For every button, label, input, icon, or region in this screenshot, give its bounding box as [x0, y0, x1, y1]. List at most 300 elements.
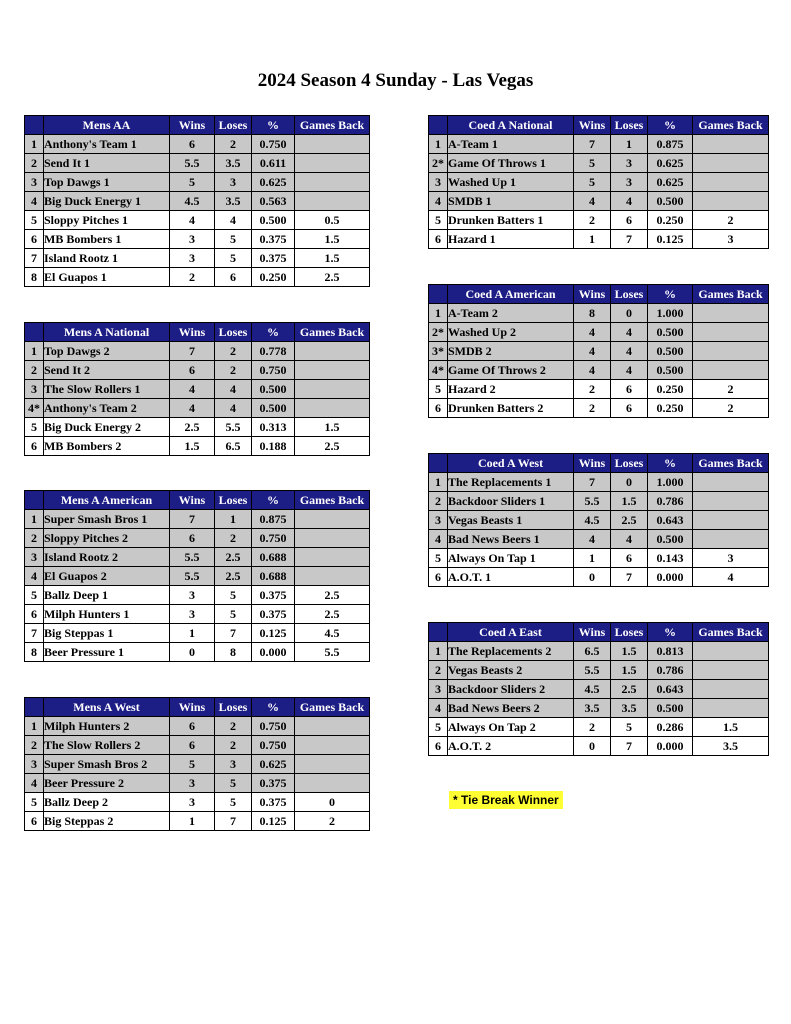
games-back-cell: [693, 680, 769, 699]
pct-cell: 0.375: [252, 774, 295, 793]
games-back-cell: 3.5: [693, 737, 769, 756]
loses-cell: 0: [611, 304, 648, 323]
team-name-cell: The Slow Rollers 2: [44, 736, 170, 755]
games-back-cell: [295, 510, 370, 529]
division-name: Mens A American: [44, 491, 170, 510]
table-row: [25, 605, 370, 624]
loses-cell: 4: [215, 211, 252, 230]
wins-cell: 3: [170, 605, 215, 624]
table-row: [429, 642, 769, 661]
rank-cell: 3: [25, 548, 44, 567]
table-row: [429, 323, 769, 342]
wins-cell: 3: [170, 230, 215, 249]
pct-cell: 0.688: [252, 567, 295, 586]
pct-cell: 0.500: [648, 323, 693, 342]
table-row: [25, 361, 370, 380]
wins-cell: 0: [574, 737, 611, 756]
table-row: [25, 380, 370, 399]
standings-table: [24, 322, 370, 456]
wins-cell: 5.5: [170, 567, 215, 586]
table-row: [429, 699, 769, 718]
loses-cell: 3: [215, 755, 252, 774]
loses-cell: 2: [215, 717, 252, 736]
team-name-cell: The Replacements 2: [448, 642, 574, 661]
table-row: [25, 268, 370, 287]
team-name-cell: Washed Up 2: [448, 323, 574, 342]
loses-cell: 2: [215, 736, 252, 755]
team-name-cell: Top Dawgs 1: [44, 173, 170, 192]
column-header: Loses: [215, 116, 252, 135]
loses-cell: 2.5: [215, 548, 252, 567]
column-header: %: [648, 623, 693, 642]
rank-cell: 4: [429, 530, 448, 549]
column-header: %: [648, 454, 693, 473]
division-name: Coed A National: [448, 116, 574, 135]
loses-cell: 1.5: [611, 492, 648, 511]
loses-cell: 5: [215, 605, 252, 624]
wins-cell: 3: [170, 249, 215, 268]
column-header: Wins: [170, 116, 215, 135]
loses-cell: 5.5: [215, 418, 252, 437]
rank-cell: 1: [25, 135, 44, 154]
team-name-cell: Game Of Throws 2: [448, 361, 574, 380]
division-name: Mens AA: [44, 116, 170, 135]
games-back-cell: [295, 342, 370, 361]
table-row: [429, 661, 769, 680]
rank-cell: 2: [429, 492, 448, 511]
wins-cell: 4: [574, 361, 611, 380]
pct-cell: 0.500: [648, 699, 693, 718]
team-name-cell: Sloppy Pitches 1: [44, 211, 170, 230]
games-back-cell: [295, 173, 370, 192]
table-row: [429, 304, 769, 323]
loses-cell: 8: [215, 643, 252, 662]
rank-cell: 5: [429, 380, 448, 399]
table-row: [25, 418, 370, 437]
rank-cell: 6: [429, 568, 448, 587]
loses-cell: 2: [215, 135, 252, 154]
rank-cell: 2: [25, 154, 44, 173]
rank-cell: 5: [25, 586, 44, 605]
rank-cell: 6: [429, 737, 448, 756]
wins-cell: 5.5: [170, 548, 215, 567]
table-row: [25, 529, 370, 548]
team-name-cell: Island Rootz 1: [44, 249, 170, 268]
pct-cell: 0.000: [648, 737, 693, 756]
rank-cell: 7: [25, 624, 44, 643]
team-name-cell: Milph Hunters 2: [44, 717, 170, 736]
pct-cell: 0.778: [252, 342, 295, 361]
standings-table: [24, 115, 370, 287]
games-back-cell: [693, 342, 769, 361]
pct-cell: 0.786: [648, 492, 693, 511]
games-back-cell: [295, 529, 370, 548]
wins-cell: 3.5: [574, 699, 611, 718]
pct-cell: 0.750: [252, 736, 295, 755]
games-back-cell: 2: [295, 812, 370, 831]
rank-cell: 6: [429, 399, 448, 418]
team-name-cell: Beer Pressure 1: [44, 643, 170, 662]
loses-cell: 3: [215, 173, 252, 192]
column-header: Games Back: [295, 116, 370, 135]
standings-table: [428, 622, 769, 756]
pct-cell: 0.500: [252, 211, 295, 230]
column-header: Games Back: [295, 491, 370, 510]
header-corner: [429, 116, 448, 135]
table-row: [25, 135, 370, 154]
wins-cell: 6: [170, 736, 215, 755]
loses-cell: 6: [611, 399, 648, 418]
wins-cell: 5: [170, 173, 215, 192]
standings-table: [428, 115, 769, 249]
loses-cell: 5: [215, 774, 252, 793]
rank-cell: 4: [429, 699, 448, 718]
table-row: [25, 793, 370, 812]
wins-cell: 3: [170, 774, 215, 793]
wins-cell: 1: [170, 812, 215, 831]
table-row: [429, 549, 769, 568]
table-header-row: [25, 698, 370, 717]
games-back-cell: 1.5: [693, 718, 769, 737]
games-back-cell: [693, 511, 769, 530]
column-header: %: [648, 285, 693, 304]
team-name-cell: Big Steppas 2: [44, 812, 170, 831]
team-name-cell: Super Smash Bros 1: [44, 510, 170, 529]
wins-cell: 4: [574, 323, 611, 342]
loses-cell: 1.5: [611, 661, 648, 680]
pct-cell: 0.250: [648, 380, 693, 399]
division-name: Coed A West: [448, 454, 574, 473]
wins-cell: 4: [170, 380, 215, 399]
column-header: Loses: [215, 491, 252, 510]
table-header-row: [429, 454, 769, 473]
team-name-cell: Sloppy Pitches 2: [44, 529, 170, 548]
games-back-cell: [295, 192, 370, 211]
loses-cell: 1: [611, 135, 648, 154]
games-back-cell: 2: [693, 380, 769, 399]
rank-cell: 2: [25, 736, 44, 755]
pct-cell: 0.813: [648, 642, 693, 661]
loses-cell: 2.5: [611, 680, 648, 699]
team-name-cell: SMDB 2: [448, 342, 574, 361]
wins-cell: 1: [574, 549, 611, 568]
standings-table: [428, 453, 769, 587]
team-name-cell: El Guapos 1: [44, 268, 170, 287]
column-header: Loses: [611, 285, 648, 304]
games-back-cell: [295, 399, 370, 418]
loses-cell: 7: [611, 737, 648, 756]
team-name-cell: Game Of Throws 1: [448, 154, 574, 173]
loses-cell: 2: [215, 342, 252, 361]
table-row: [25, 755, 370, 774]
loses-cell: 7: [215, 624, 252, 643]
pct-cell: 0.375: [252, 793, 295, 812]
table-header-row: [25, 323, 370, 342]
header-corner: [25, 116, 44, 135]
team-name-cell: Beer Pressure 2: [44, 774, 170, 793]
column-header: %: [252, 698, 295, 717]
wins-cell: 4: [170, 211, 215, 230]
rank-cell: 3: [25, 755, 44, 774]
table-row: [429, 173, 769, 192]
rank-cell: 1: [429, 135, 448, 154]
pct-cell: 0.375: [252, 605, 295, 624]
table-row: [429, 211, 769, 230]
table-row: [429, 718, 769, 737]
table-row: [25, 736, 370, 755]
wins-cell: 5.5: [574, 661, 611, 680]
column-header: Games Back: [693, 285, 769, 304]
rank-cell: 7: [25, 249, 44, 268]
table-row: [25, 624, 370, 643]
pct-cell: 0.375: [252, 586, 295, 605]
loses-cell: 4: [611, 192, 648, 211]
rank-cell: 4*: [25, 399, 44, 418]
table-row: [25, 399, 370, 418]
wins-cell: 5.5: [574, 492, 611, 511]
team-name-cell: SMDB 1: [448, 192, 574, 211]
rank-cell: 8: [25, 268, 44, 287]
table-row: [25, 154, 370, 173]
column-header: Wins: [574, 623, 611, 642]
team-name-cell: Hazard 1: [448, 230, 574, 249]
games-back-cell: 4: [693, 568, 769, 587]
table-row: [429, 380, 769, 399]
wins-cell: 2: [574, 718, 611, 737]
pct-cell: 0.500: [252, 380, 295, 399]
header-corner: [25, 698, 44, 717]
team-name-cell: Drunken Batters 2: [448, 399, 574, 418]
games-back-cell: 2.5: [295, 586, 370, 605]
rank-cell: 6: [25, 605, 44, 624]
loses-cell: 5: [215, 586, 252, 605]
games-back-cell: [693, 135, 769, 154]
loses-cell: 4: [611, 361, 648, 380]
wins-cell: 5: [574, 154, 611, 173]
table-header-row: [429, 116, 769, 135]
games-back-cell: 3: [693, 549, 769, 568]
pct-cell: 1.000: [648, 304, 693, 323]
games-back-cell: 2.5: [295, 268, 370, 287]
loses-cell: 6: [611, 549, 648, 568]
rank-cell: 6: [25, 812, 44, 831]
games-back-cell: 2.5: [295, 437, 370, 456]
table-row: [25, 342, 370, 361]
table-row: [25, 643, 370, 662]
wins-cell: 4: [574, 192, 611, 211]
table-row: [25, 567, 370, 586]
table-row: [25, 586, 370, 605]
column-header: Loses: [611, 623, 648, 642]
rank-cell: 4*: [429, 361, 448, 380]
team-name-cell: Vegas Beasts 2: [448, 661, 574, 680]
loses-cell: 6: [611, 211, 648, 230]
division-name: Coed A American: [448, 285, 574, 304]
wins-cell: 2: [170, 268, 215, 287]
rank-cell: 4: [25, 774, 44, 793]
table-row: [429, 737, 769, 756]
team-name-cell: Milph Hunters 1: [44, 605, 170, 624]
pct-cell: 0.625: [252, 755, 295, 774]
loses-cell: 7: [611, 568, 648, 587]
pct-cell: 0.286: [648, 718, 693, 737]
team-name-cell: Ballz Deep 1: [44, 586, 170, 605]
column-header: %: [252, 116, 295, 135]
pct-cell: 0.000: [648, 568, 693, 587]
pct-cell: 0.875: [648, 135, 693, 154]
pct-cell: 0.500: [648, 361, 693, 380]
pct-cell: 0.750: [252, 361, 295, 380]
table-row: [429, 511, 769, 530]
column-header: %: [252, 491, 295, 510]
standings-table: [24, 490, 370, 662]
games-back-cell: [295, 567, 370, 586]
pct-cell: 0.250: [648, 211, 693, 230]
rank-cell: 3*: [429, 342, 448, 361]
rank-cell: 5: [25, 211, 44, 230]
games-back-cell: 2: [693, 399, 769, 418]
rank-cell: 4: [25, 567, 44, 586]
page-title: 2024 Season 4 Sunday - Las Vegas: [257, 70, 534, 91]
wins-cell: 2.5: [170, 418, 215, 437]
pct-cell: 0.250: [252, 268, 295, 287]
games-back-cell: [295, 380, 370, 399]
rank-cell: 5: [429, 549, 448, 568]
pct-cell: 0.250: [648, 399, 693, 418]
team-name-cell: Bad News Beers 2: [448, 699, 574, 718]
wins-cell: 7: [574, 135, 611, 154]
rank-cell: 5: [25, 793, 44, 812]
wins-cell: 6: [170, 135, 215, 154]
wins-cell: 6: [170, 361, 215, 380]
table-row: [25, 230, 370, 249]
loses-cell: 4: [611, 530, 648, 549]
division-name: Mens A National: [44, 323, 170, 342]
games-back-cell: [693, 361, 769, 380]
table-row: [429, 530, 769, 549]
rank-cell: 5: [25, 418, 44, 437]
games-back-cell: 1.5: [295, 418, 370, 437]
games-back-cell: [295, 717, 370, 736]
wins-cell: 0: [574, 568, 611, 587]
rank-cell: 5: [429, 718, 448, 737]
column-header: Loses: [215, 323, 252, 342]
loses-cell: 0: [611, 473, 648, 492]
column-header: Wins: [574, 116, 611, 135]
pct-cell: 0.625: [252, 173, 295, 192]
games-back-cell: [693, 492, 769, 511]
team-name-cell: The Slow Rollers 1: [44, 380, 170, 399]
team-name-cell: Drunken Batters 1: [448, 211, 574, 230]
games-back-cell: 3: [693, 230, 769, 249]
wins-cell: 1.5: [170, 437, 215, 456]
wins-cell: 5: [574, 173, 611, 192]
games-back-cell: [295, 774, 370, 793]
rank-cell: 1: [429, 304, 448, 323]
rank-cell: 1: [25, 510, 44, 529]
header-corner: [429, 623, 448, 642]
loses-cell: 1.5: [611, 642, 648, 661]
pct-cell: 0.625: [648, 154, 693, 173]
rank-cell: 3: [429, 511, 448, 530]
pct-cell: 0.000: [252, 643, 295, 662]
loses-cell: 6.5: [215, 437, 252, 456]
rank-cell: 6: [25, 437, 44, 456]
wins-cell: 6: [170, 717, 215, 736]
games-back-cell: [295, 548, 370, 567]
team-name-cell: El Guapos 2: [44, 567, 170, 586]
loses-cell: 3.5: [611, 699, 648, 718]
loses-cell: 5: [215, 249, 252, 268]
pct-cell: 0.786: [648, 661, 693, 680]
loses-cell: 6: [611, 380, 648, 399]
games-back-cell: [693, 473, 769, 492]
pct-cell: 0.875: [252, 510, 295, 529]
loses-cell: 3: [611, 173, 648, 192]
table-header-row: [25, 491, 370, 510]
games-back-cell: 0.5: [295, 211, 370, 230]
pct-cell: 0.750: [252, 717, 295, 736]
team-name-cell: Bad News Beers 1: [448, 530, 574, 549]
table-row: [429, 230, 769, 249]
column-header: Loses: [611, 454, 648, 473]
rank-cell: 4: [429, 192, 448, 211]
column-header: Wins: [574, 454, 611, 473]
rank-cell: 3: [25, 380, 44, 399]
team-name-cell: A-Team 2: [448, 304, 574, 323]
table-row: [25, 173, 370, 192]
loses-cell: 6: [215, 268, 252, 287]
wins-cell: 3: [170, 586, 215, 605]
games-back-cell: 1.5: [295, 230, 370, 249]
pct-cell: 0.500: [648, 192, 693, 211]
pct-cell: 0.375: [252, 230, 295, 249]
team-name-cell: Anthony's Team 2: [44, 399, 170, 418]
header-corner: [429, 285, 448, 304]
header-corner: [429, 454, 448, 473]
loses-cell: 2.5: [611, 511, 648, 530]
table-row: [429, 361, 769, 380]
rank-cell: 2*: [429, 323, 448, 342]
team-name-cell: Always On Tap 1: [448, 549, 574, 568]
games-back-cell: 2: [693, 211, 769, 230]
wins-cell: 3: [170, 793, 215, 812]
rank-cell: 2: [429, 661, 448, 680]
games-back-cell: [693, 304, 769, 323]
table-row: [429, 399, 769, 418]
table-header-row: [429, 285, 769, 304]
team-name-cell: Send It 1: [44, 154, 170, 173]
table-row: [25, 192, 370, 211]
games-back-cell: [693, 661, 769, 680]
wins-cell: 6: [170, 529, 215, 548]
division-name: Mens A West: [44, 698, 170, 717]
wins-cell: 4.5: [574, 511, 611, 530]
rank-cell: 3: [429, 680, 448, 699]
column-header: %: [648, 116, 693, 135]
team-name-cell: Top Dawgs 2: [44, 342, 170, 361]
wins-cell: 4.5: [574, 680, 611, 699]
wins-cell: 4.5: [170, 192, 215, 211]
loses-cell: 1: [215, 510, 252, 529]
pct-cell: 0.611: [252, 154, 295, 173]
pct-cell: 1.000: [648, 473, 693, 492]
pct-cell: 0.143: [648, 549, 693, 568]
column-header: Wins: [574, 285, 611, 304]
wins-cell: 2: [574, 380, 611, 399]
loses-cell: 2: [215, 529, 252, 548]
loses-cell: 4: [215, 380, 252, 399]
